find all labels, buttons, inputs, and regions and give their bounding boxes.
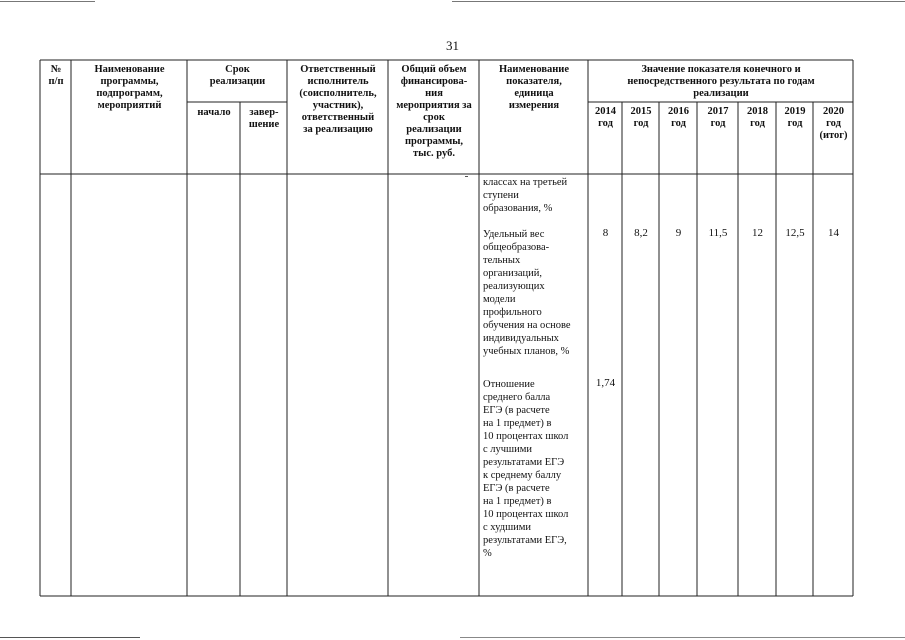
value-2016: 9 xyxy=(675,227,682,239)
header-term-end: завер- шение xyxy=(248,107,280,130)
header-program-name: Наименование программы, подпрограмм, мероприятий xyxy=(94,64,165,111)
value-2017: 11,5 xyxy=(708,227,728,239)
value-2018: 12 xyxy=(752,227,763,239)
header-year-2017: 2017 год xyxy=(707,106,729,129)
header-term-start: начало xyxy=(197,107,231,118)
indicator-profile-education: Удельный вес общеобразова- тельных организаций, реализующих модели профильного обучения на основе индивидуальных учебных планов, % xyxy=(483,229,571,357)
value-2014: 1,74 xyxy=(595,377,616,389)
continuation-text: классах на третьей ступени образования, % xyxy=(483,177,568,214)
header-responsible: Ответственный исполнитель (соисполнитель, участник), ответственный за реализацию xyxy=(299,64,377,135)
indicator-ege-ratio: Отношение среднего балла ЕГЭ (в расчете на 1 предмет) в 10 процентах школ с лучшими результатами ЕГЭ к среднему баллу ЕГЭ (в расчете на 1 предмет) в 10 процентах школ с худшими результатами ЕГЭ, % xyxy=(483,379,569,559)
header-indicator: Наименование показателя, единица измерения xyxy=(499,64,569,111)
header-year-2019: 2019 год xyxy=(784,106,806,129)
scan-mark xyxy=(465,176,468,177)
value-2015: 8,2 xyxy=(634,227,648,239)
header-year-2014: 2014 год xyxy=(595,106,616,129)
header-year-2015: 2015 год xyxy=(630,106,652,129)
header-number: № п/п xyxy=(48,64,64,87)
page-number: 31 xyxy=(446,38,459,53)
value-2014: 8 xyxy=(602,227,609,239)
header-year-2016: 2016 год xyxy=(668,106,689,129)
header-term: Срок реализации xyxy=(209,64,266,87)
value-2020: 14 xyxy=(828,227,839,239)
header-year-2020-total: 2020 год (итог) xyxy=(819,106,848,141)
value-2019: 12,5 xyxy=(785,227,805,239)
header-values-group: Значение показателя конечного и непосредственного результата по годам реализации xyxy=(627,64,815,99)
header-financing: Общий объем финансирова- ния мероприятия за срок реализации программы, тыс. руб. xyxy=(396,64,472,159)
header-year-2018: 2018 год xyxy=(747,106,768,129)
